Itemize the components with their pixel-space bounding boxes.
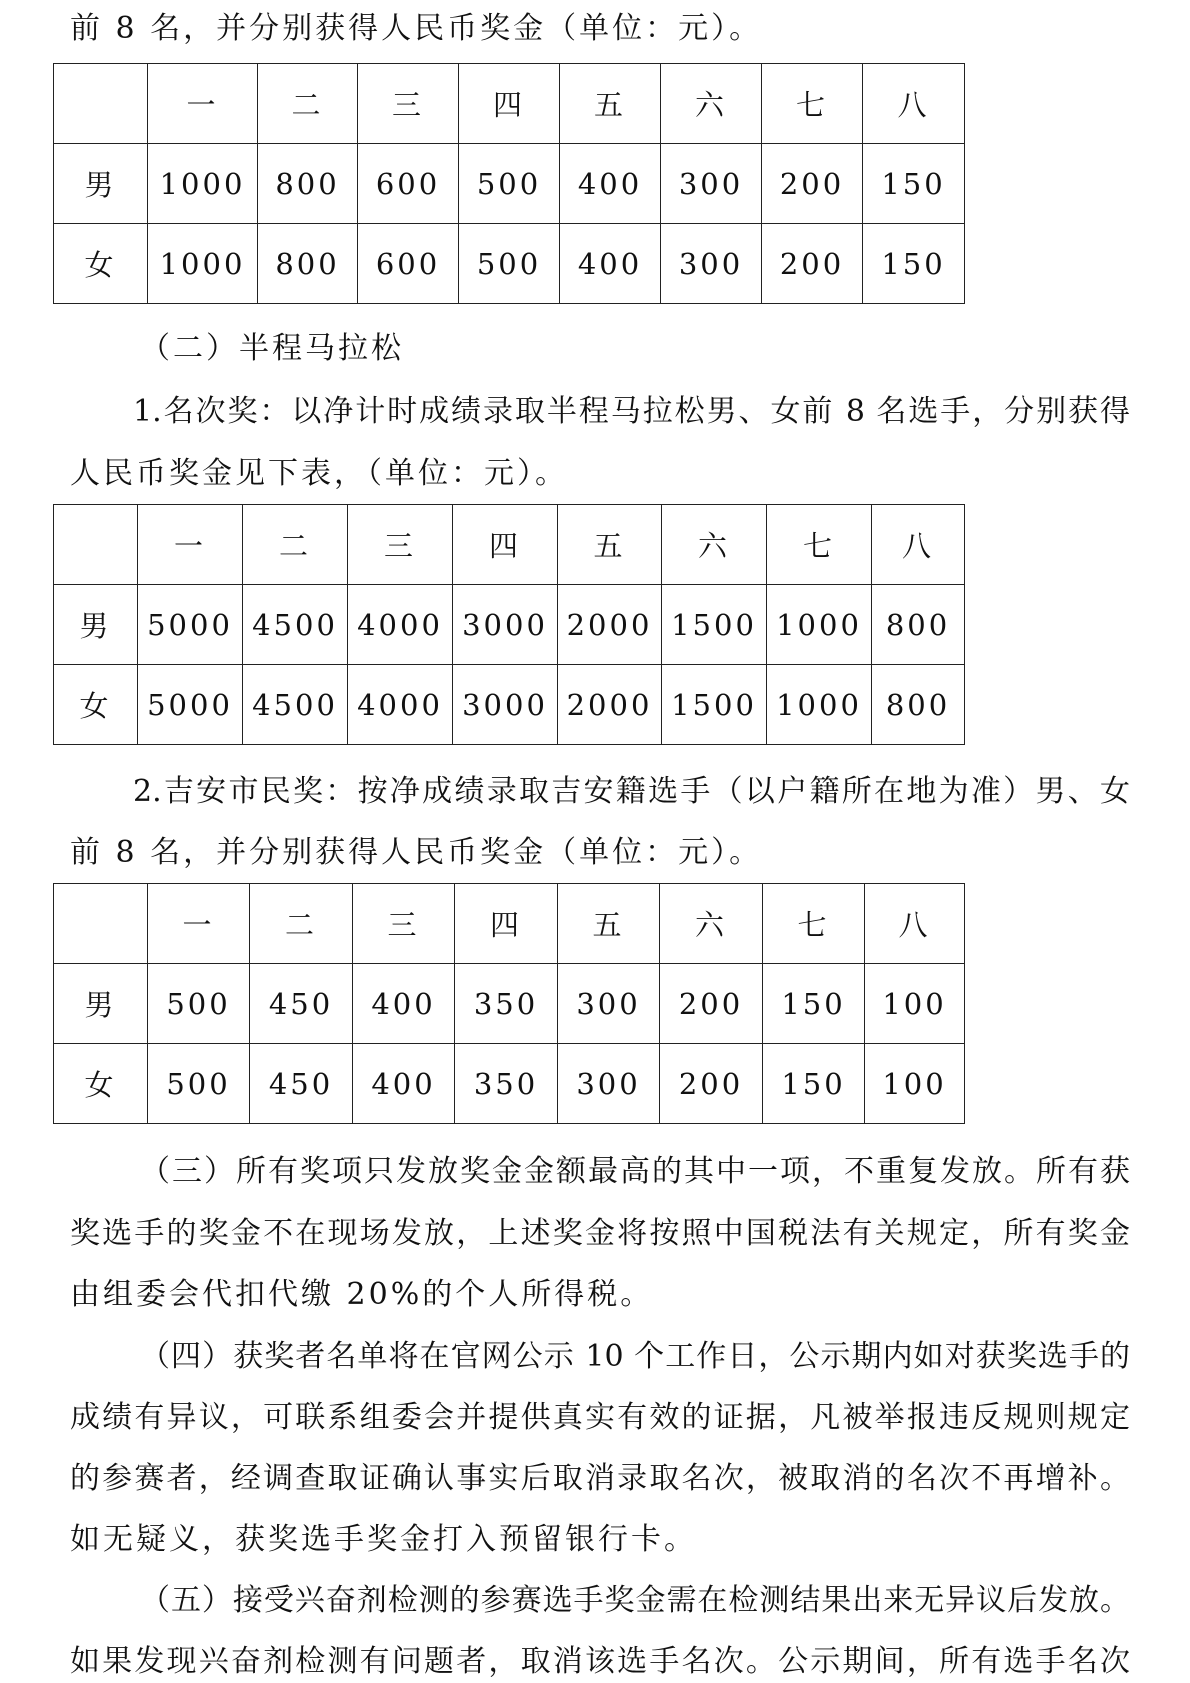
prize-cell: 2000 [558, 665, 662, 745]
prize-cell: 400 [560, 224, 661, 304]
rank-cell: 八 [872, 505, 965, 585]
rank-cell: 三 [358, 64, 459, 144]
prize-cell: 4000 [348, 585, 453, 665]
text-line-4: 人民币奖金见下表，（单位：元）。 [70, 456, 568, 491]
text-line-10: （四）获奖者名单将在官网公示 10 个工作日，公示期内如对获奖选手的 [140, 1339, 1130, 1374]
prize-cell: 350 [455, 1044, 558, 1124]
prize-cell: 800 [872, 665, 965, 745]
gender-cell: 男 [54, 964, 148, 1044]
prize-cell: 400 [353, 964, 455, 1044]
table-corner-cell [54, 884, 148, 964]
prize-cell: 100 [865, 964, 965, 1044]
prize-table-half-marathon-rank [53, 504, 965, 745]
table-row-male [54, 144, 965, 224]
table-header-row [54, 505, 965, 585]
text-line-3: 1.名次奖：以净计时成绩录取半程马拉松男、女前 8 名选手，分别获得 [133, 394, 1130, 429]
text-line-5: 2.吉安市民奖：按净成绩录取吉安籍选手（以户籍所在地为准）男、女 [133, 774, 1130, 809]
prize-cell: 1000 [148, 144, 258, 224]
prize-cell: 800 [872, 585, 965, 665]
gender-cell: 女 [54, 1044, 148, 1124]
rank-cell: 五 [558, 505, 662, 585]
prize-cell: 500 [148, 964, 250, 1044]
prize-cell: 4500 [243, 665, 348, 745]
prize-cell: 500 [148, 1044, 250, 1124]
prize-cell: 150 [863, 224, 965, 304]
rank-cell: 一 [148, 884, 250, 964]
prize-cell: 100 [865, 1044, 965, 1124]
table-corner-cell [54, 64, 148, 144]
text-line-14: （五）接受兴奋剂检测的参赛选手奖金需在检测结果出来无异议后发放。 [140, 1583, 1130, 1618]
gender-cell: 女 [54, 224, 148, 304]
prize-cell: 200 [660, 964, 763, 1044]
section-heading-half-marathon: （二）半程马拉松 [140, 331, 404, 366]
rank-cell: 八 [865, 884, 965, 964]
prize-cell: 300 [558, 964, 660, 1044]
text-line-11: 成绩有异议，可联系组委会并提供真实有效的证据，凡被举报违反规则规定 [70, 1400, 1130, 1435]
gender-cell: 男 [54, 144, 148, 224]
prize-table-marathon-citizen [53, 63, 965, 304]
table-row-male [54, 964, 965, 1044]
rank-cell: 五 [558, 884, 660, 964]
prize-cell: 5000 [138, 585, 243, 665]
prize-cell: 500 [459, 144, 560, 224]
prize-cell: 300 [661, 224, 762, 304]
rank-cell: 六 [660, 884, 763, 964]
text-line-8: 奖选手的奖金不在现场发放，上述奖金将按照中国税法有关规定，所有奖金 [70, 1216, 1130, 1251]
prize-cell: 5000 [138, 665, 243, 745]
text-line-1: 前 8 名，并分别获得人民币奖金（单位：元）。 [70, 11, 763, 46]
rank-cell: 四 [455, 884, 558, 964]
rank-cell: 三 [348, 505, 453, 585]
rank-cell: 六 [661, 64, 762, 144]
table-corner-cell [54, 505, 138, 585]
table-row-female [54, 224, 965, 304]
prize-cell: 200 [660, 1044, 763, 1124]
table-row-female [54, 665, 965, 745]
prize-cell: 4000 [348, 665, 453, 745]
rank-cell: 七 [762, 64, 863, 144]
rank-cell: 七 [767, 505, 872, 585]
prize-cell: 450 [250, 964, 353, 1044]
prize-cell: 400 [353, 1044, 455, 1124]
prize-cell: 1000 [767, 585, 872, 665]
rank-cell: 二 [243, 505, 348, 585]
rank-cell: 四 [459, 64, 560, 144]
prize-cell: 4500 [243, 585, 348, 665]
table-header-row [54, 884, 965, 964]
text-line-15: 如果发现兴奋剂检测有问题者，取消该选手名次。公示期间，所有选手名次 [70, 1644, 1130, 1679]
prize-table-half-marathon-citizen [53, 883, 965, 1124]
prize-cell: 1500 [662, 665, 767, 745]
rank-cell: 四 [453, 505, 558, 585]
prize-cell: 200 [762, 224, 863, 304]
text-line-13: 如无疑义，获奖选手奖金打入预留银行卡。 [70, 1522, 697, 1557]
prize-cell: 150 [763, 964, 865, 1044]
rank-cell: 二 [258, 64, 358, 144]
text-line-12: 的参赛者，经调查取证确认事实后取消录取名次，被取消的名次不再增补。 [70, 1461, 1130, 1496]
prize-cell: 150 [863, 144, 965, 224]
prize-cell: 150 [763, 1044, 865, 1124]
prize-cell: 400 [560, 144, 661, 224]
gender-cell: 男 [54, 585, 138, 665]
rank-cell: 三 [353, 884, 455, 964]
rank-cell: 一 [148, 64, 258, 144]
gender-cell: 女 [54, 665, 138, 745]
prize-cell: 200 [762, 144, 863, 224]
prize-cell: 300 [661, 144, 762, 224]
rank-cell: 二 [250, 884, 353, 964]
rank-cell: 八 [863, 64, 965, 144]
prize-cell: 1000 [148, 224, 258, 304]
prize-cell: 450 [250, 1044, 353, 1124]
prize-cell: 300 [558, 1044, 660, 1124]
prize-cell: 800 [258, 144, 358, 224]
prize-cell: 350 [455, 964, 558, 1044]
prize-cell: 2000 [558, 585, 662, 665]
prize-cell: 600 [358, 144, 459, 224]
rank-cell: 一 [138, 505, 243, 585]
prize-cell: 1000 [767, 665, 872, 745]
text-line-6: 前 8 名，并分别获得人民币奖金（单位：元）。 [70, 835, 763, 870]
rank-cell: 七 [763, 884, 865, 964]
prize-cell: 600 [358, 224, 459, 304]
rank-cell: 五 [560, 64, 661, 144]
rank-cell: 六 [662, 505, 767, 585]
text-line-9: 由组委会代扣代缴 20%的个人所得税。 [70, 1277, 654, 1312]
table-row-female [54, 1044, 965, 1124]
table-header-row [54, 64, 965, 144]
text-line-7: （三）所有奖项只发放奖金金额最高的其中一项，不重复发放。所有获 [140, 1154, 1130, 1189]
prize-cell: 500 [459, 224, 560, 304]
prize-cell: 800 [258, 224, 358, 304]
prize-cell: 3000 [453, 585, 558, 665]
prize-cell: 1500 [662, 585, 767, 665]
table-row-male [54, 585, 965, 665]
prize-cell: 3000 [453, 665, 558, 745]
